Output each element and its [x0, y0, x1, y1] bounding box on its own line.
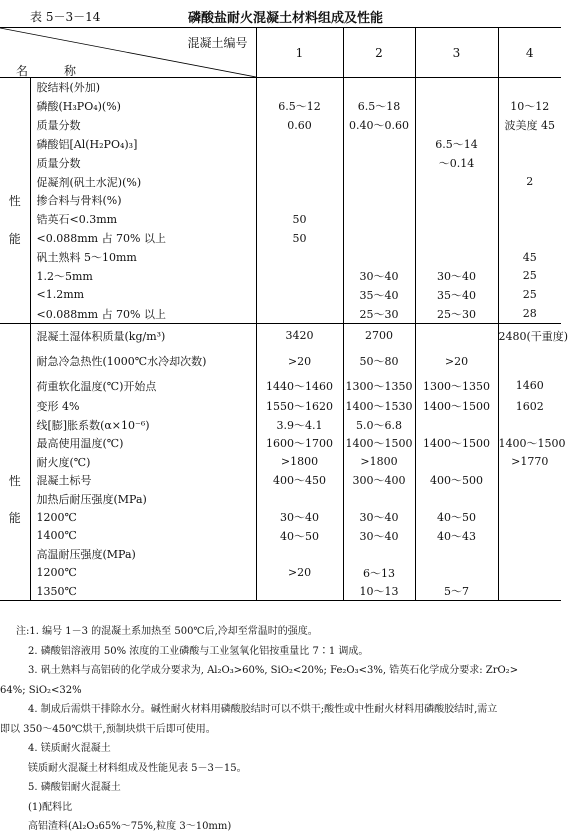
value-cell — [415, 229, 498, 248]
value-cell: 40～43 — [415, 526, 498, 545]
value-cell — [256, 545, 343, 564]
note-line: 5. 磷酸铝耐火混凝土 — [28, 782, 121, 793]
table-row — [0, 172, 561, 191]
section-cell — [0, 266, 30, 285]
table-title: 磷酸盐耐火混凝土材料组成及性能 — [188, 11, 384, 26]
table-row — [0, 397, 561, 416]
value-cell: 25～30 — [343, 304, 415, 323]
value-cell: 1460 — [498, 375, 561, 397]
row-name: <0.088mm 占 70% 以上 — [30, 304, 256, 323]
note-line: 64%; SiO₂<32% — [0, 684, 82, 696]
table-row — [0, 266, 561, 285]
value-cell: 30～40 — [343, 266, 415, 285]
table-number: 表 5－3－14 — [30, 10, 101, 24]
value-cell — [415, 172, 498, 191]
value-cell: >20 — [256, 348, 343, 375]
value-cell: 35～40 — [415, 285, 498, 304]
value-cell: 1550～1620 — [256, 397, 343, 416]
table-row — [0, 415, 561, 434]
value-cell: 400～500 — [415, 471, 498, 490]
value-cell — [343, 210, 415, 229]
value-cell — [256, 304, 343, 323]
section-label-top: 性 — [8, 193, 21, 208]
value-cell — [415, 248, 498, 267]
row-name: 1200℃ — [30, 508, 256, 527]
value-cell — [343, 489, 415, 508]
value-cell: 40～50 — [415, 508, 498, 527]
value-cell: 28 — [498, 304, 561, 323]
value-cell: 6.5～14 — [415, 135, 498, 154]
value-cell: 3.9～4.1 — [256, 415, 343, 434]
value-cell — [415, 563, 498, 582]
value-cell: 10～13 — [343, 582, 415, 601]
value-cell — [498, 135, 561, 154]
value-cell — [256, 191, 343, 210]
note-line: 即以 350～450℃烘干,预制块烘干后即可使用。 — [0, 723, 216, 735]
value-cell: 25 — [498, 285, 561, 304]
value-cell — [498, 348, 561, 375]
section-cell — [0, 172, 30, 191]
value-cell — [498, 508, 561, 527]
note-line: 注:1. 编号 1－3 的混凝土系加热至 500℃后,冷却至常温时的强度。 — [16, 626, 318, 637]
value-cell: >1770 — [498, 452, 561, 471]
value-cell — [256, 153, 343, 172]
section-label-top: 性 — [8, 473, 21, 488]
value-cell — [256, 266, 343, 285]
value-cell — [415, 191, 498, 210]
row-name: 质量分数 — [30, 116, 256, 135]
value-cell — [256, 248, 343, 267]
table-row — [0, 153, 561, 172]
value-cell — [343, 545, 415, 564]
value-cell — [415, 97, 498, 116]
value-cell: >1800 — [256, 452, 343, 471]
row-name: 锆英石<0.3mm — [30, 210, 256, 229]
section-cell — [0, 545, 30, 564]
value-cell — [343, 172, 415, 191]
value-cell: 3420 — [256, 323, 343, 348]
value-cell: >1800 — [343, 452, 415, 471]
row-name: 胶结料(外加) — [30, 78, 256, 97]
row-name: 线[膨]胀系数(α×10⁻⁶) — [30, 415, 256, 434]
note-line: (1)配料比 — [28, 801, 73, 813]
notes-section — [0, 622, 568, 837]
section-label-bottom: 能 — [8, 510, 21, 525]
value-cell: 5.0～6.8 — [343, 415, 415, 434]
value-cell: 25 — [498, 266, 561, 285]
value-cell — [498, 489, 561, 508]
row-name: 1400℃ — [30, 526, 256, 545]
value-cell — [256, 135, 343, 154]
section-cell — [0, 135, 30, 154]
value-cell: 1602 — [498, 397, 561, 416]
row-name: 磷酸(H₃PO₄)(%) — [30, 97, 256, 116]
section-cell — [0, 323, 30, 348]
section-cell — [0, 415, 30, 434]
note-line: 4. 镁质耐火混凝土 — [28, 743, 111, 754]
value-cell — [498, 153, 561, 172]
row-name: 变形 4% — [30, 397, 256, 416]
value-cell: 0.40～0.60 — [343, 116, 415, 135]
value-cell — [343, 229, 415, 248]
table-row — [0, 489, 561, 508]
value-cell — [498, 78, 561, 97]
column-header-4: 4 — [498, 28, 561, 78]
value-cell: 30～40 — [343, 526, 415, 545]
value-cell: ～0.14 — [415, 153, 498, 172]
section-cell — [0, 563, 30, 582]
value-cell: 1400～1500 — [415, 397, 498, 416]
value-cell — [415, 452, 498, 471]
row-header-label: 名 称 — [16, 64, 89, 78]
table-row — [0, 78, 561, 97]
note-line: 4. 制成后需烘干排除水分。碱性耐火材料用磷酸胶结时可以不烘干;酸性或中性耐火材料用磷酸胶结时,需立 — [28, 704, 498, 715]
value-cell: 50 — [256, 210, 343, 229]
value-cell — [498, 191, 561, 210]
table-row — [0, 452, 561, 471]
row-name: 混凝土湿体积质量(kg/m³) — [30, 323, 256, 348]
value-cell: >20 — [415, 348, 498, 375]
value-cell — [343, 191, 415, 210]
value-cell: 2480(干重度) — [498, 323, 561, 348]
table-row — [0, 582, 561, 601]
value-cell — [498, 229, 561, 248]
value-cell — [415, 545, 498, 564]
value-cell: 30～40 — [415, 266, 498, 285]
value-cell: >20 — [256, 563, 343, 582]
table-row — [0, 210, 561, 229]
value-cell — [343, 135, 415, 154]
value-cell: 50～80 — [343, 348, 415, 375]
value-cell — [415, 415, 498, 434]
value-cell: 0.60 — [256, 116, 343, 135]
section-label-bottom: 能 — [8, 231, 21, 246]
row-name: 磷酸铝[Al(H₂PO₄)₃] — [30, 135, 256, 154]
value-cell — [498, 526, 561, 545]
row-name: 1350℃ — [30, 582, 256, 601]
column-header-label: 混凝土编号 — [187, 36, 248, 50]
materials-table — [0, 27, 568, 601]
value-cell: 1300～1350 — [343, 375, 415, 397]
row-name: 荷重软化温度(℃)开始点 — [30, 375, 256, 397]
value-cell — [498, 545, 561, 564]
value-cell — [256, 489, 343, 508]
column-header-3: 3 — [415, 28, 498, 78]
row-name: 1200℃ — [30, 563, 256, 582]
section-cell — [0, 78, 30, 97]
value-cell — [498, 471, 561, 490]
value-cell: 300～400 — [343, 471, 415, 490]
value-cell — [415, 210, 498, 229]
value-cell: 50 — [256, 229, 343, 248]
table-row — [0, 348, 561, 375]
section-cell — [0, 489, 30, 508]
column-header-2: 2 — [343, 28, 415, 78]
section-cell — [0, 397, 30, 416]
row-name: 耐火度(℃) — [30, 452, 256, 471]
value-cell: 6.5～12 — [256, 97, 343, 116]
section-cell — [0, 526, 30, 545]
table-row — [0, 135, 561, 154]
value-cell: 35～40 — [343, 285, 415, 304]
section-cell — [0, 452, 30, 471]
header-corner-cell — [0, 28, 256, 78]
table-row — [0, 304, 561, 323]
table-row — [0, 97, 561, 116]
row-name: 混凝土标号 — [30, 471, 256, 490]
value-cell: 1400～1500 — [415, 434, 498, 453]
row-name: <1.2mm — [30, 285, 256, 304]
value-cell: 30～40 — [343, 508, 415, 527]
section-cell — [0, 348, 30, 375]
value-cell — [256, 285, 343, 304]
value-cell — [343, 153, 415, 172]
row-name: 加热后耐压强度(MPa) — [30, 489, 256, 508]
value-cell — [343, 78, 415, 97]
value-cell: 30～40 — [256, 508, 343, 527]
value-cell — [415, 323, 498, 348]
table-row — [0, 191, 561, 210]
section-cell — [0, 582, 30, 601]
value-cell — [343, 248, 415, 267]
section-cell — [0, 210, 30, 229]
value-cell: 45 — [498, 248, 561, 267]
value-cell — [415, 78, 498, 97]
value-cell — [256, 582, 343, 601]
value-cell: 波美度 45 — [498, 116, 561, 135]
row-name: 矾土熟料 5～10mm — [30, 248, 256, 267]
note-line: 3. 矾土熟料与高铝砖的化学成分要求为, Al₂O₃>60%, SiO₂<20%; Fe₂O₃<3%, 锆英石化学成分要求: ZrO₂> — [28, 665, 519, 676]
value-cell: 5～7 — [415, 582, 498, 601]
value-cell: 25～30 — [415, 304, 498, 323]
table-row — [0, 545, 561, 564]
table-row — [0, 434, 561, 453]
table-row — [0, 471, 561, 490]
row-name: 质量分数 — [30, 153, 256, 172]
value-cell: 400～450 — [256, 471, 343, 490]
section-cell — [0, 97, 30, 116]
table-row — [0, 116, 561, 135]
section-cell — [0, 116, 30, 135]
row-name: 耐急冷急热性(1000℃水冷却次数) — [30, 348, 256, 375]
section-cell — [0, 304, 30, 323]
value-cell: 1400～1500 — [343, 434, 415, 453]
section-cell — [0, 285, 30, 304]
section-cell — [0, 434, 30, 453]
section-cell — [0, 375, 30, 397]
table-row — [0, 285, 561, 304]
value-cell — [415, 116, 498, 135]
value-cell: 1440～1460 — [256, 375, 343, 397]
value-cell: 1400～1530 — [343, 397, 415, 416]
row-name: 高温耐压强度(MPa) — [30, 545, 256, 564]
value-cell — [498, 582, 561, 601]
value-cell: 1300～1350 — [415, 375, 498, 397]
value-cell: 6～13 — [343, 563, 415, 582]
value-cell: 6.5～18 — [343, 97, 415, 116]
value-cell — [498, 563, 561, 582]
row-name: 掺合料与骨料(%) — [30, 191, 256, 210]
note-line: 2. 磷酸铝溶液用 50% 浓度的工业磷酸与工业氢氧化铝按重量比 7∶1 调成。 — [28, 645, 369, 657]
note-line: 高铝渣料(Al₂O₃65%～75%,粒度 3～10mm) — [28, 821, 232, 832]
row-name: <0.088mm 占 70% 以上 — [30, 229, 256, 248]
table-row — [0, 375, 561, 397]
value-cell: 2700 — [343, 323, 415, 348]
value-cell — [415, 489, 498, 508]
table-caption — [0, 0, 568, 30]
value-cell: 1400～1500 — [498, 434, 561, 453]
value-cell — [256, 78, 343, 97]
section-cell — [0, 248, 30, 267]
table-row — [0, 323, 561, 348]
value-cell: 1600～1700 — [256, 434, 343, 453]
row-name: 1.2～5mm — [30, 266, 256, 285]
table-row — [0, 508, 561, 527]
value-cell — [498, 415, 561, 434]
column-header-1: 1 — [256, 28, 343, 78]
value-cell: 2 — [498, 172, 561, 191]
table-row — [0, 229, 561, 248]
table-row — [0, 563, 561, 582]
table-header-row — [0, 28, 561, 78]
table-row — [0, 248, 561, 267]
value-cell: 10～12 — [498, 97, 561, 116]
row-name: 最高使用温度(℃) — [30, 434, 256, 453]
row-name: 促凝剂(矾土水泥)(%) — [30, 172, 256, 191]
note-line: 镁质耐火混凝土材料组成及性能见表 5－3－15。 — [28, 762, 247, 774]
value-cell — [498, 210, 561, 229]
value-cell — [256, 172, 343, 191]
value-cell: 40～50 — [256, 526, 343, 545]
section-cell — [0, 153, 30, 172]
table-row — [0, 526, 561, 545]
